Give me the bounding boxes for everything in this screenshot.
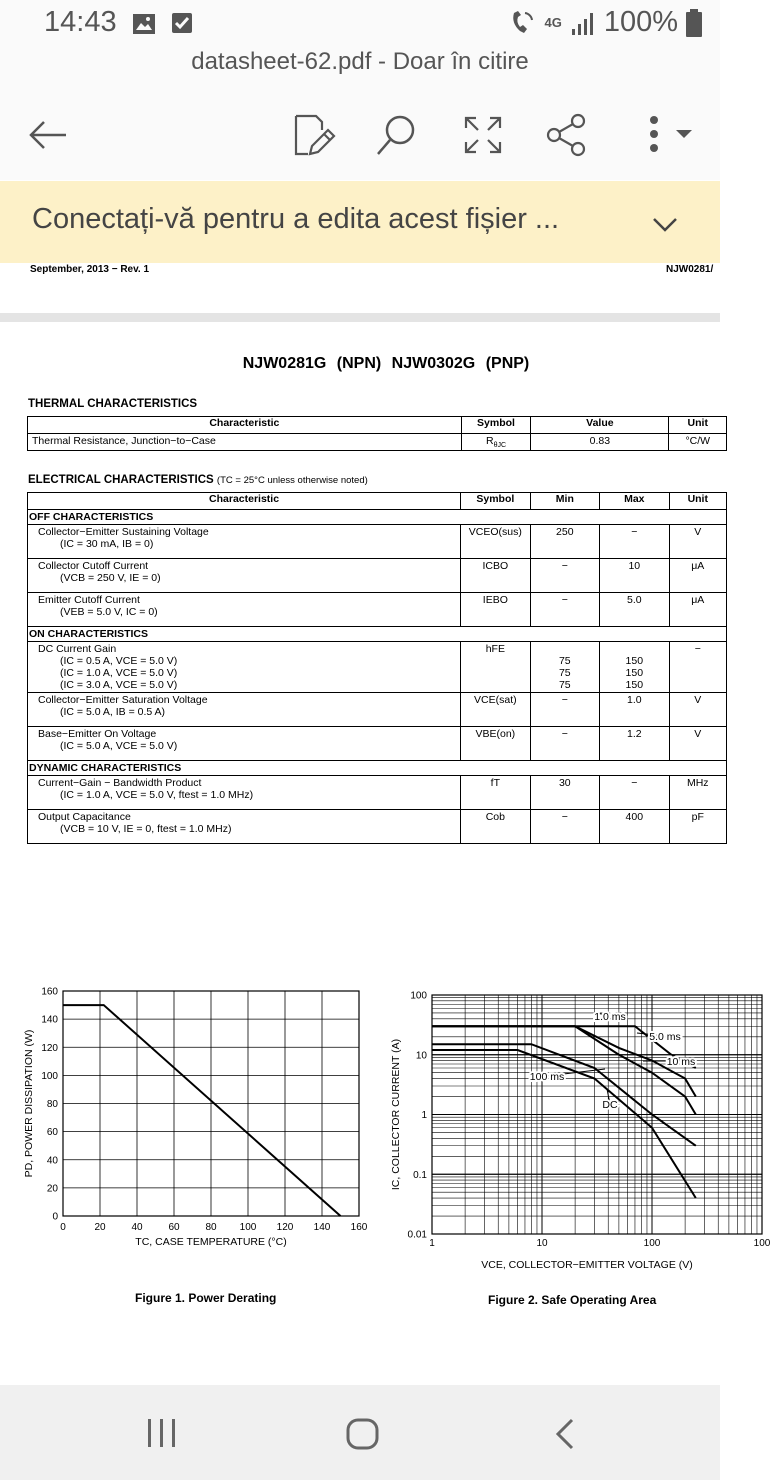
x-tick-label: 60: [168, 1222, 180, 1233]
cell-unit: μA: [669, 559, 726, 593]
signal-icon: [570, 11, 596, 35]
y-tick-label: 80: [46, 1099, 58, 1110]
cell-char: Current−Gain − Bandwidth Product (IC = 1.0 A, VCE = 5.0 V, ftest = 1.0 MHz): [28, 776, 461, 810]
edit-document-icon[interactable]: [288, 110, 338, 160]
th-symbol: Symbol: [461, 493, 530, 510]
table-row: [28, 434, 727, 451]
x-axis-label: VCE, COLLECTOR−EMITTER VOLTAGE (V): [481, 1259, 693, 1271]
cell-char: Base−Emitter On Voltage (IC = 5.0 A, VCE = 5.0 V): [28, 727, 461, 761]
cell-max: 400: [600, 810, 669, 844]
cell-symbol: ICBO: [461, 559, 530, 593]
series-label: 100 ms: [529, 1071, 565, 1083]
th-value: Value: [531, 417, 669, 434]
x-tick-label: 10: [536, 1238, 548, 1249]
cell-char: Emitter Cutoff Current (VEB = 5.0 V, IC = 0): [28, 593, 461, 627]
battery-percent: 100%: [603, 6, 678, 38]
gallery-icon: [132, 12, 156, 36]
y-tick-label: 10: [415, 1050, 427, 1062]
x-tick-label: 160: [350, 1222, 368, 1233]
table-row: [28, 525, 727, 559]
y-tick-label: 0.1: [413, 1169, 427, 1181]
cell-symbol: VCE(sat): [461, 693, 530, 727]
cell-char: DC Current Gain (IC = 0.5 A, VCE = 5.0 V) (IC = 1.0 A, VCE = 5.0 V) (IC = 3.0 A, VCE = 5.0 V): [28, 642, 461, 693]
home-icon[interactable]: [345, 1417, 381, 1451]
fullscreen-icon[interactable]: [458, 110, 508, 160]
safe-operating-area-chart: [385, 981, 771, 1271]
table-row: [28, 593, 727, 627]
cell-min: 30: [530, 776, 599, 810]
series-label: 5.0 ms: [649, 1031, 681, 1043]
cell-char: Output Capacitance (VCB = 10 V, IE = 0, ftest = 1.0 MHz): [28, 810, 461, 844]
pdf-viewer[interactable]: [0, 263, 771, 1385]
back-icon[interactable]: [552, 1417, 578, 1451]
document-title: datasheet-62.pdf - Doar în citire: [0, 48, 720, 88]
cell-char: Collector−Emitter Saturation Voltage (IC = 5.0 A, IB = 0.5 A): [28, 693, 461, 727]
power-derating-chart: [20, 981, 380, 1281]
thermal-title: THERMAL CHARACTERISTICS: [28, 398, 198, 410]
y-tick-label: 0: [52, 1211, 58, 1223]
status-right: [508, 6, 702, 39]
table-row: [28, 693, 727, 727]
cell-max: 10: [600, 559, 669, 593]
cell-char: Thermal Resistance, Junction−to−Case: [28, 434, 462, 451]
status-bar: [0, 0, 720, 48]
cell-min: −: [530, 593, 599, 627]
sign-in-banner[interactable]: [0, 181, 720, 263]
share-icon[interactable]: [542, 110, 592, 160]
cell-max: 1.2: [600, 727, 669, 761]
series-label: 1.0 ms: [594, 1011, 626, 1023]
cell-char: Collector−Emitter Sustaining Voltage (IC = 30 mA, IB = 0): [28, 525, 461, 559]
cell-min: −: [530, 559, 599, 593]
table-row: [28, 559, 727, 593]
y-tick-label: 0.01: [407, 1229, 427, 1241]
x-tick-label: 80: [205, 1222, 217, 1233]
cell-char: Collector Cutoff Current (VCB = 250 V, IE = 0): [28, 559, 461, 593]
cell-unit: μA: [669, 593, 726, 627]
navigation-bar: [0, 1385, 720, 1480]
cell-unit: MHz: [669, 776, 726, 810]
cell-max: −: [600, 776, 669, 810]
status-time: 14:43: [44, 6, 117, 38]
section-off: OFF CHARACTERISTICS: [28, 510, 727, 525]
y-tick-label: 60: [46, 1127, 58, 1139]
chevron-down-icon[interactable]: [650, 209, 680, 239]
th-min: Min: [530, 493, 599, 510]
x-tick-label: 120: [276, 1222, 294, 1233]
y-axis-label: PD, POWER DISSIPATION (W): [23, 1029, 35, 1178]
page-footer-part: NJW0281/: [666, 264, 714, 275]
back-arrow-icon[interactable]: [24, 110, 74, 160]
cell-unit: V: [669, 727, 726, 761]
thermal-table: [27, 416, 727, 451]
cell-max: 150 150 150: [600, 642, 669, 693]
cell-symbol: VBE(on): [461, 727, 530, 761]
th-unit: Unit: [669, 417, 727, 434]
y-tick-label: 100: [41, 1070, 58, 1082]
table-row: [28, 810, 727, 844]
cell-unit: −: [669, 642, 726, 693]
x-tick-label: 100: [239, 1222, 257, 1233]
x-tick-label: 140: [313, 1222, 331, 1233]
electrical-title-note: (TC = 25°C unless otherwise noted): [216, 475, 368, 486]
electrical-table: [27, 492, 727, 844]
electrical-title: ELECTRICAL CHARACTERISTICS (TC = 25°C unless otherwise noted): [28, 474, 368, 486]
battery-icon: [686, 9, 702, 37]
x-tick-label: 1: [429, 1238, 435, 1249]
cell-symbol: VCEO(sus): [461, 525, 530, 559]
th-symbol: Symbol: [461, 417, 531, 434]
x-axis-label: TC, CASE TEMPERATURE (°C): [135, 1236, 287, 1248]
section-on: ON CHARACTERISTICS: [28, 627, 727, 642]
cell-min: 75 75 75: [530, 642, 599, 693]
cell-max: −: [600, 525, 669, 559]
cell-min: 250: [530, 525, 599, 559]
y-tick-label: 20: [46, 1183, 58, 1195]
cell-unit: pF: [669, 810, 726, 844]
fig2-caption: Figure 2. Safe Operating Area: [488, 1293, 657, 1307]
y-tick-label: 160: [41, 986, 58, 998]
cell-min: −: [530, 810, 599, 844]
cell-max: 1.0: [600, 693, 669, 727]
x-tick-label: 100: [753, 1238, 771, 1249]
y-tick-label: 100: [410, 990, 427, 1002]
recent-apps-icon[interactable]: [146, 1417, 178, 1449]
y-tick-label: 40: [46, 1155, 58, 1167]
net-type: 4G: [544, 15, 562, 30]
y-tick-label: 120: [41, 1042, 58, 1054]
cell-unit: V: [669, 525, 726, 559]
cell-unit: °C/W: [669, 434, 727, 451]
th-max: Max: [600, 493, 669, 510]
y-tick-label: 140: [41, 1014, 58, 1026]
banner-text: Conectați-vă pentru a edita acest fișier ...: [32, 203, 560, 235]
cell-symbol: Cob: [461, 810, 530, 844]
th-characteristic: Characteristic: [28, 417, 462, 434]
table-row: [28, 776, 727, 810]
y-axis-label: IC, COLLECTOR CURRENT (A): [390, 1038, 402, 1191]
cell-min: −: [530, 693, 599, 727]
page-footer-date: September, 2013 − Rev. 1: [30, 264, 150, 275]
checkbox-icon: [172, 12, 194, 34]
table-row: [28, 727, 727, 761]
cell-symbol: fT: [461, 776, 530, 810]
cell-symbol: IEBO: [461, 593, 530, 627]
page-separator: [0, 313, 720, 322]
cell-symbol: $R_{\theta JC}$: [461, 434, 531, 451]
section-dynamic: DYNAMIC CHARACTERISTICS: [28, 761, 727, 776]
derating-line: [63, 1005, 341, 1216]
x-tick-label: 20: [94, 1222, 106, 1233]
cell-symbol: hFE: [461, 642, 530, 693]
series-label: DC: [602, 1099, 618, 1111]
x-tick-label: 0: [60, 1222, 66, 1233]
th-characteristic: Characteristic: [28, 493, 461, 510]
doc-title: NJW0281G (NPN) NJW0302G (PNP): [242, 355, 530, 372]
more-options-icon[interactable]: [642, 110, 702, 160]
th-unit: Unit: [669, 493, 726, 510]
fig1-caption: Figure 1. Power Derating: [135, 1291, 277, 1305]
search-icon[interactable]: [372, 110, 422, 160]
cell-min: −: [530, 727, 599, 761]
cell-max: 5.0: [600, 593, 669, 627]
series-label: 10 ms: [666, 1056, 696, 1068]
cell-unit: V: [669, 693, 726, 727]
table-row: [28, 642, 727, 693]
x-tick-label: 100: [643, 1238, 661, 1249]
cell-value: 0.83: [531, 434, 669, 451]
wifi-call-icon: [508, 9, 536, 37]
x-tick-label: 40: [131, 1222, 143, 1233]
y-tick-label: 1: [421, 1110, 427, 1121]
toolbar: [0, 88, 720, 180]
soa-curve: [432, 1044, 696, 1146]
